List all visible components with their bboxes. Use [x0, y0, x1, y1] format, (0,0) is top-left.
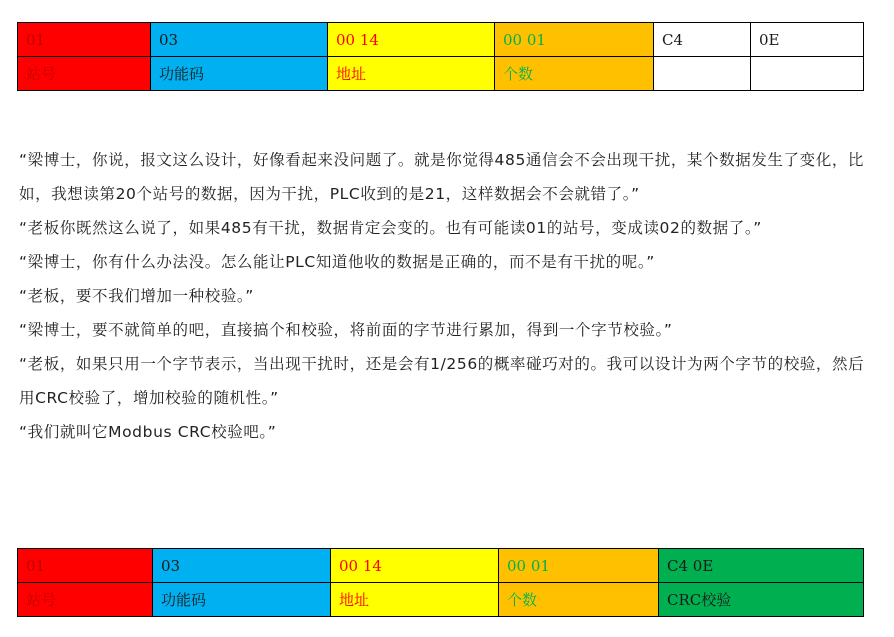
label-address: 地址	[331, 583, 499, 617]
table-row	[18, 549, 864, 583]
dialog-line: “我们就叫它Modbus CRC校验吧。”	[19, 423, 277, 441]
table-row	[18, 23, 864, 57]
dialogue-text	[19, 143, 871, 449]
hex-crc: C4 0E	[659, 549, 864, 583]
label-count: 个数	[495, 57, 654, 91]
label-function-code: 功能码	[153, 583, 331, 617]
label-crc: CRC校验	[659, 583, 864, 617]
hex-count: 00 01	[495, 23, 654, 57]
request-frame-table	[17, 22, 864, 91]
hex-address: 00 14	[328, 23, 495, 57]
label-count: 个数	[499, 583, 659, 617]
hex-crc-high: 0E	[751, 23, 864, 57]
label-empty-2	[751, 57, 864, 91]
dialog-line: “老板你既然这么说了，如果485有干扰，数据肯定会变的。也有可能读01的站号，变成读02的数据了。”	[19, 219, 762, 237]
dialog-line: “老板，如果只用一个字节表示，当出现干扰时，还是会有1/256的概率碰巧对的。我可以设计为两个字节的校验，然后用CRC校验了，增加校验的随机性。”	[19, 355, 865, 407]
crc-frame-table	[17, 548, 864, 617]
label-station: 站号	[18, 583, 153, 617]
label-empty-1	[654, 57, 751, 91]
dialog-line: “梁博士，要不就简单的吧，直接搞个和校验，将前面的字节进行累加，得到一个字节校验。”	[19, 321, 673, 339]
hex-address: 00 14	[331, 549, 499, 583]
hex-count: 00 01	[499, 549, 659, 583]
label-station: 站号	[18, 57, 151, 91]
hex-function-code: 03	[151, 23, 328, 57]
hex-crc-low: C4	[654, 23, 751, 57]
label-function-code: 功能码	[151, 57, 328, 91]
dialog-line: “梁博士，你说，报文这么设计，好像看起来没问题了。就是你觉得485通信会不会出现干扰，某个数据发生了变化，比如，我想读第20个站号的数据，因为干扰，PLC收到的是21，这样数据会不会就错了。”	[19, 151, 865, 203]
dialog-line: “老板，要不我们增加一种校验。”	[19, 287, 254, 305]
hex-station: 01	[18, 23, 151, 57]
table-row	[18, 583, 864, 617]
label-address: 地址	[328, 57, 495, 91]
hex-function-code: 03	[153, 549, 331, 583]
dialog-line: “梁博士，你有什么办法没。怎么能让PLC知道他收的数据是正确的，而不是有干扰的呢。”	[19, 253, 655, 271]
table-row	[18, 57, 864, 91]
hex-station: 01	[18, 549, 153, 583]
